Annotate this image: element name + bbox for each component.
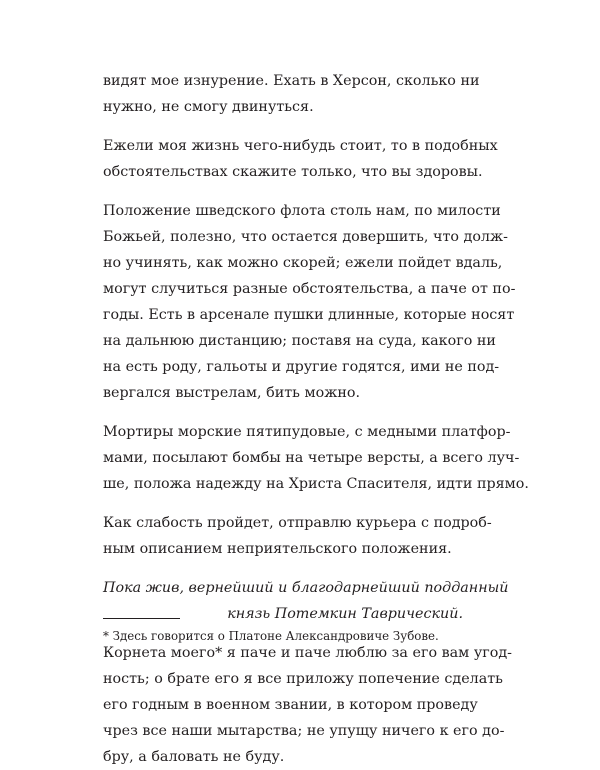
signature-line: князь Потемкин Таврический.: [227, 606, 463, 622]
text-line: ным описанием неприятельского положения.: [103, 541, 452, 557]
paragraph-gap: [103, 497, 463, 510]
text-line: чрез все наши мытарства; не упущу ничего к его до-: [103, 723, 505, 739]
text-line: ность; о брате его я все приложу попечение сделать: [103, 671, 503, 687]
paragraph-gap: [103, 406, 463, 419]
text-line: могут случиться разные обстоятельства, а паче от по-: [103, 281, 516, 297]
signature-line: Пока жив, вернейший и благодарнейший подданный: [103, 580, 509, 596]
text-line: Ежели моя жизнь чего-нибудь стоит, то в подобных: [103, 138, 498, 154]
paragraph-1: [103, 68, 480, 120]
footnote: * Здесь говорится о Платоне Александровиче Зубове.: [103, 629, 439, 643]
paragraph-5: [103, 510, 492, 562]
text-line: нужно, не смогу двинуться.: [103, 99, 314, 115]
text-line: Мортиры морские пятипудовые, с медными платфор-: [103, 424, 511, 440]
paragraph-closing: [103, 640, 512, 770]
text-line: мами, посылают бомбы на четыре версты, а всего луч-: [103, 450, 520, 466]
text-line: Как слабость пройдет, отправлю курьера с подроб-: [103, 515, 492, 531]
body-text: [103, 68, 529, 770]
paragraph-3: [103, 198, 516, 406]
text-line: обстоятельствах скажите только, что вы здоровы.: [103, 164, 483, 180]
text-line: видят мое изнурение. Ехать в Херсон, сколько ни: [103, 73, 480, 89]
text-line: его годным в военном звании, в котором проведу: [103, 697, 478, 713]
text-line: бру, а баловать не буду.: [103, 749, 285, 765]
text-line: на дальнюю дистанцию; поставя на суда, какого ни: [103, 333, 496, 349]
paragraph-2: [103, 133, 498, 185]
paragraph-gap: [103, 562, 463, 575]
text-line: на есть роду, гальоты и другие годятся, ими не под-: [103, 359, 500, 375]
text-line: годы. Есть в арсенале пушки длинные, которые носят: [103, 307, 515, 323]
text-line: но учинять, как можно скорей; ежели пойдет вдаль,: [103, 255, 503, 271]
text-line: Божьей, полезно, что остается довершить, что долж-: [103, 229, 508, 245]
signature: [103, 575, 509, 627]
paragraph-gap: [103, 120, 463, 133]
paragraph-4: [103, 419, 529, 497]
text-line: Корнета моего* я паче и паче люблю за его вам угод-: [103, 645, 512, 661]
text-line: ше, положа надежду на Христа Спасителя, идти прямо.: [103, 476, 529, 492]
text-line: Положение шведского флота столь нам, по милости: [103, 203, 501, 219]
text-line: вергался выстрелам, бить можно.: [103, 385, 361, 401]
paragraph-gap: [103, 185, 463, 198]
footnote-divider: [103, 618, 180, 619]
